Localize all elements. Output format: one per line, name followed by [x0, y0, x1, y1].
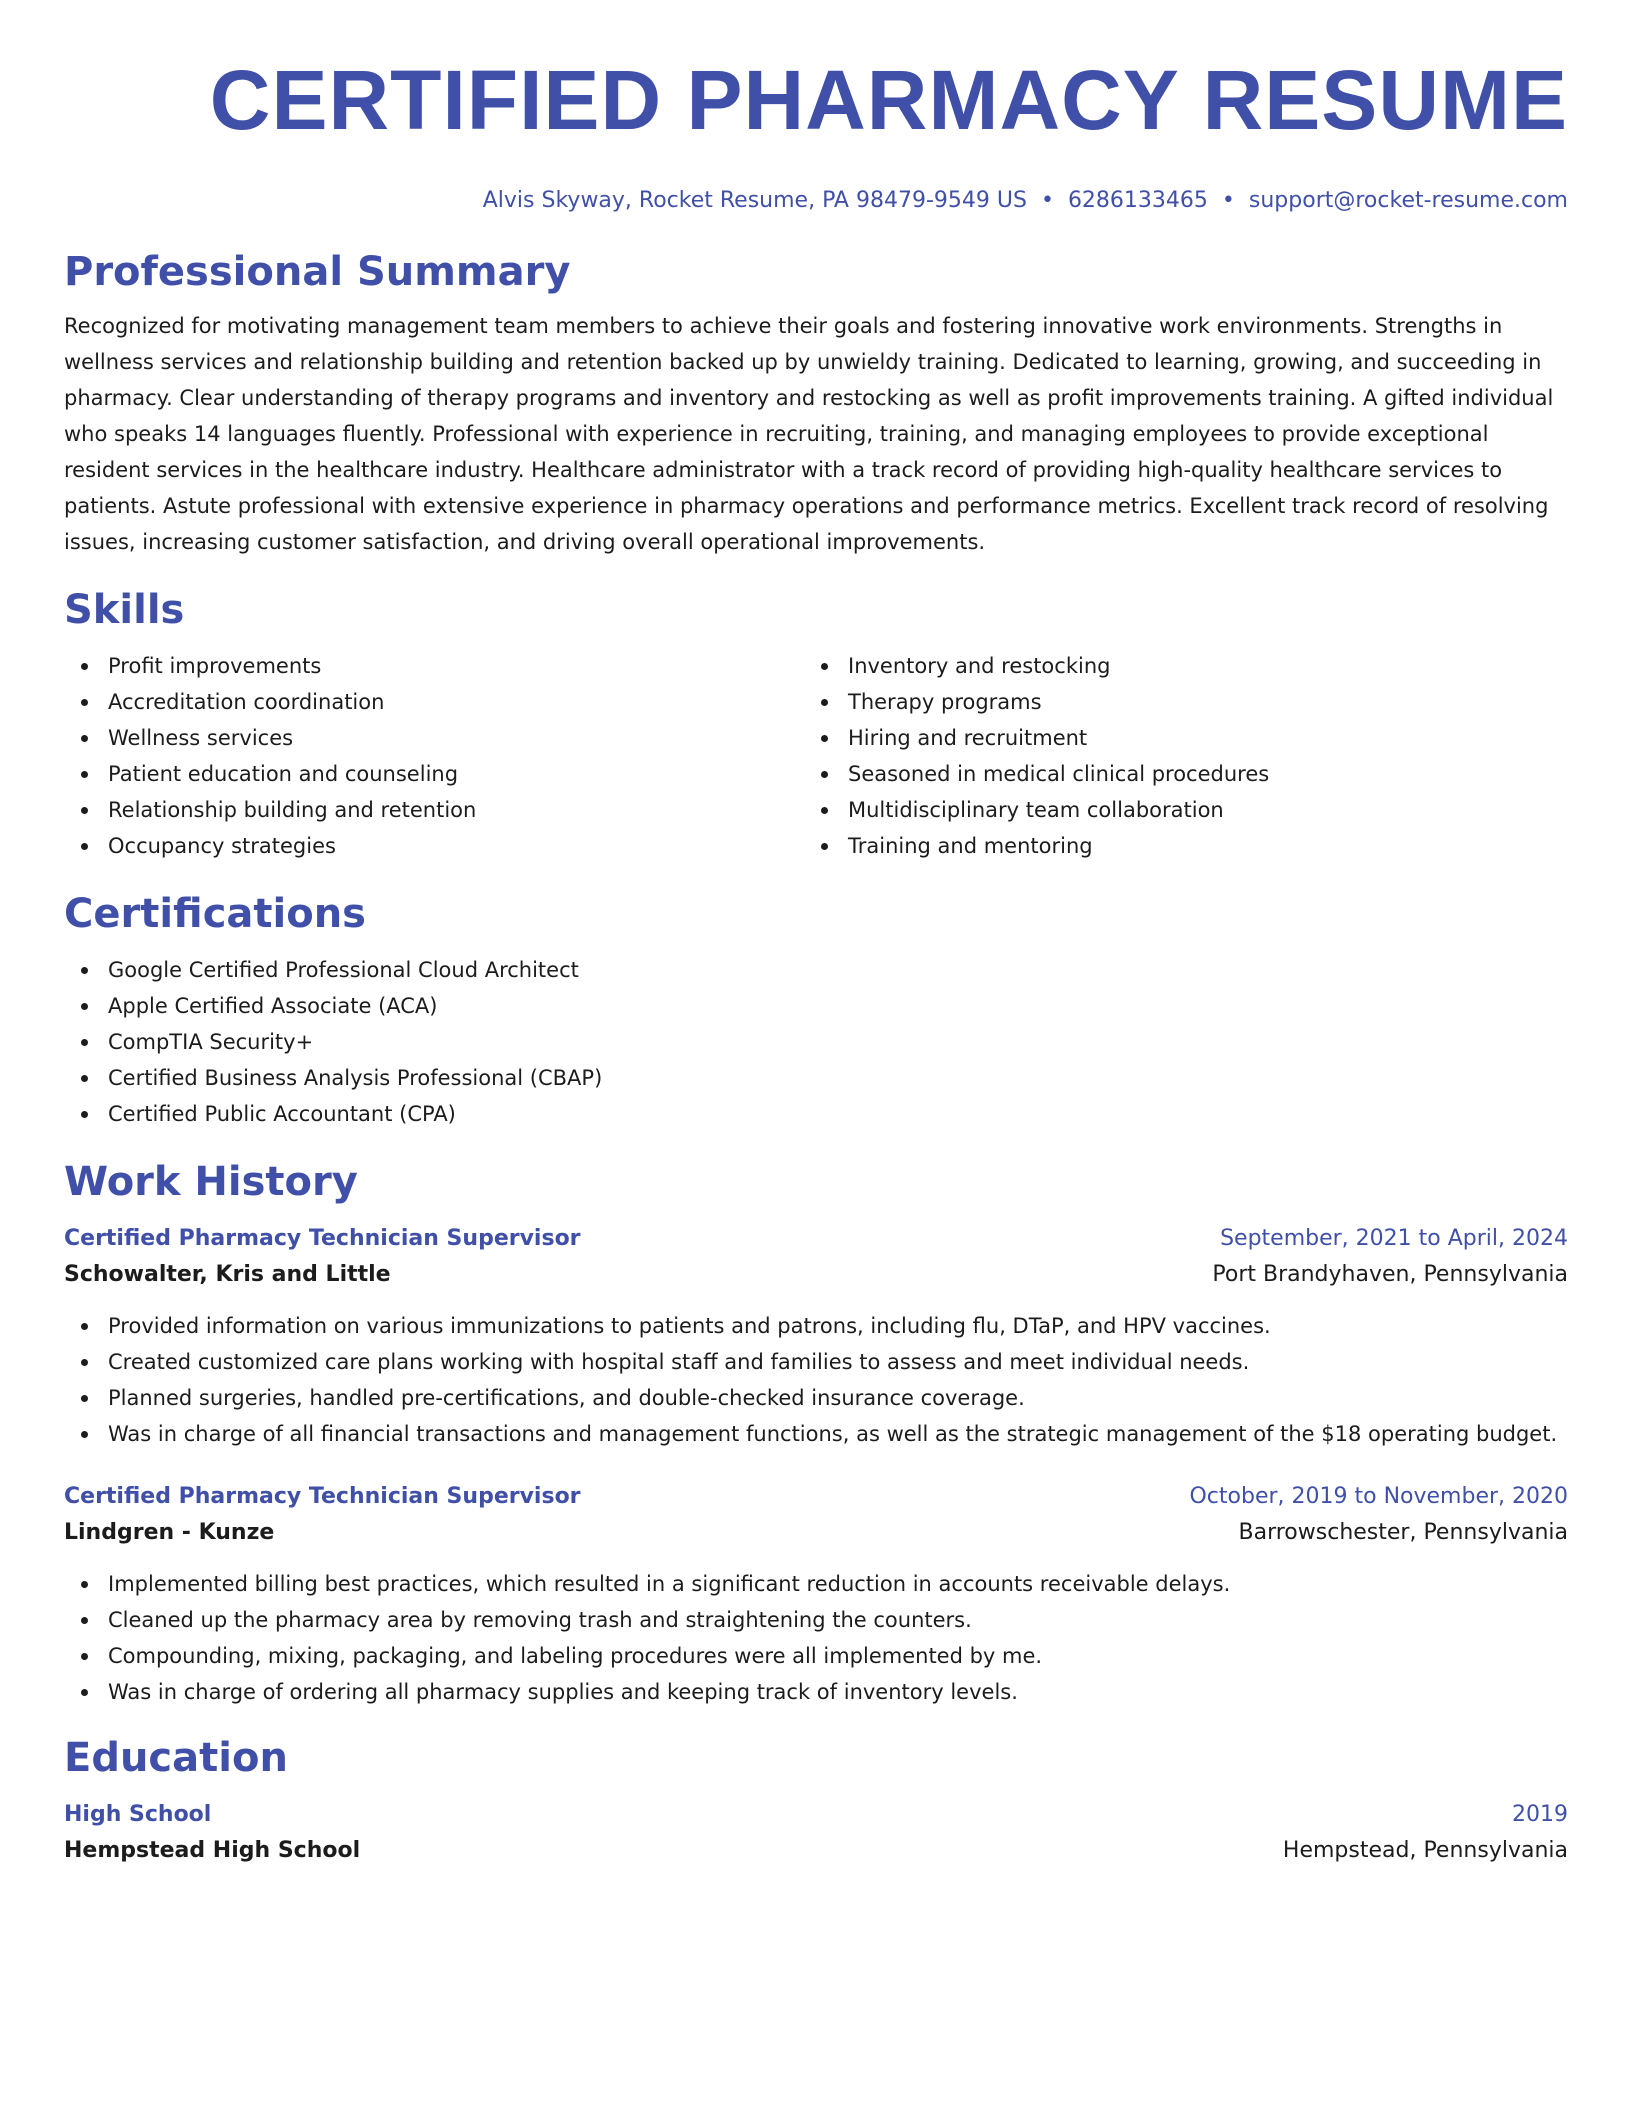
certifications-list [64, 952, 1568, 1132]
job-title: Certified Pharmacy Technician Supervisor [64, 1226, 581, 1251]
job-company: Lindgren - Kunze [64, 1520, 275, 1545]
contact-separator: • [1040, 188, 1054, 213]
job-location: Port Brandyhaven, Pennsylvania [1212, 1262, 1568, 1287]
certifications-heading: Certifications [64, 891, 366, 937]
contact-phone: 6286133465 [1067, 188, 1208, 213]
job-duty: Cleaned up the pharmacy area by removing trash and straightening the counters. [64, 1602, 1568, 1638]
skills-section [64, 584, 1568, 864]
resume-title: CERTIFIED PHARMACY RESUME [209, 53, 1568, 147]
job-entry [64, 1222, 1568, 1452]
education-school: Hempstead High School [64, 1838, 361, 1863]
education-entry [64, 1798, 1568, 1870]
education-heading: Education [64, 1735, 288, 1781]
summary-text: Recognized for motivating management team members to achieve their goals and fostering innovative work environments. Strengths in wellness services and relationship building and retention backed up by unwieldy training. Dedicated to learning, growing, and succeeding in pharmacy. Clear understanding of therapy programs and inventory and restocking as well as profit improvements training. A gifted individual who speaks 14 languages fluently. Professional with experience in recruiting, training, and managing employees to provide exceptional resident services in the healthcare industry. Healthcare administrator with a track record of providing high-quality healthcare services to patients. Astute professional with extensive experience in pharmacy operations and performance metrics. Excellent track record of resolving issues, increasing customer satisfaction, and driving overall operational improvements. [64, 314, 1554, 554]
skills-heading: Skills [64, 587, 185, 633]
job-duties [64, 1308, 1568, 1452]
work-history-heading: Work History [64, 1159, 358, 1205]
job-duty: Was in charge of ordering all pharmacy supplies and keeping track of inventory levels. [64, 1674, 1568, 1710]
job-duties [64, 1566, 1568, 1710]
job-subheader [64, 1256, 1568, 1294]
job-dates: October, 2019 to November, 2020 [1189, 1484, 1568, 1509]
job-dates: September, 2021 to April, 2024 [1220, 1226, 1568, 1251]
contact-separator: • [1221, 188, 1235, 213]
job-title: Certified Pharmacy Technician Supervisor [64, 1484, 581, 1509]
job-header [64, 1222, 1568, 1256]
contact-address: Alvis Skyway, Rocket Resume, PA 98479-9549 US [482, 188, 1027, 213]
certification-item: Google Certified Professional Cloud Architect [64, 952, 1568, 988]
skill-item: Patient education and counseling [64, 756, 804, 792]
skills-list-right [804, 648, 1544, 864]
skill-item: Relationship building and retention [64, 792, 804, 828]
skill-item: Multidisciplinary team collaboration [804, 792, 1544, 828]
contact-line [64, 186, 1568, 216]
skill-item: Therapy programs [804, 684, 1544, 720]
job-header [64, 1480, 1568, 1514]
skill-item: Wellness services [64, 720, 804, 756]
certifications-section [64, 888, 1568, 1132]
job-duty: Compounding, mixing, packaging, and labeling procedures were all implemented by me. [64, 1638, 1568, 1674]
skill-item: Training and mentoring [804, 828, 1544, 864]
certification-item: CompTIA Security+ [64, 1024, 1568, 1060]
skill-item: Inventory and restocking [804, 648, 1544, 684]
education-degree: High School [64, 1802, 212, 1827]
job-duty: Created customized care plans working with hospital staff and families to assess and meet individual needs. [64, 1344, 1568, 1380]
education-year: 2019 [1512, 1802, 1568, 1827]
certification-item: Certified Public Accountant (CPA) [64, 1096, 1568, 1132]
job-duty: Was in charge of all financial transactions and management functions, as well as the strategic management of the $18 operating budget. [64, 1416, 1568, 1452]
job-subheader [64, 1514, 1568, 1552]
skill-item: Accreditation coordination [64, 684, 804, 720]
skills-list-left [64, 648, 804, 864]
education-location: Hempstead, Pennsylvania [1282, 1838, 1568, 1863]
job-company: Schowalter, Kris and Little [64, 1262, 391, 1287]
skill-item: Occupancy strategies [64, 828, 804, 864]
certification-item: Certified Business Analysis Professional (CBAP) [64, 1060, 1568, 1096]
education-section [64, 1732, 1568, 1870]
summary-section [64, 246, 1568, 560]
skill-item: Seasoned in medical clinical procedures [804, 756, 1544, 792]
job-duty: Implemented billing best practices, which resulted in a significant reduction in accounts receivable delays. [64, 1566, 1568, 1602]
education-header [64, 1798, 1568, 1832]
work-history-section [64, 1156, 1568, 1710]
job-duty: Provided information on various immunizations to patients and patrons, including flu, DTaP, and HPV vaccines. [64, 1308, 1568, 1344]
job-entry [64, 1480, 1568, 1710]
contact-email[interactable]: support@rocket-resume.com [1248, 188, 1568, 213]
skill-item: Profit improvements [64, 648, 804, 684]
education-subheader [64, 1832, 1568, 1870]
skill-item: Hiring and recruitment [804, 720, 1544, 756]
job-location: Barrowschester, Pennsylvania [1238, 1520, 1568, 1545]
certification-item: Apple Certified Associate (ACA) [64, 988, 1568, 1024]
job-duty: Planned surgeries, handled pre-certifications, and double-checked insurance coverage. [64, 1380, 1568, 1416]
skills-grid [64, 648, 1568, 864]
summary-heading: Professional Summary [64, 249, 571, 295]
